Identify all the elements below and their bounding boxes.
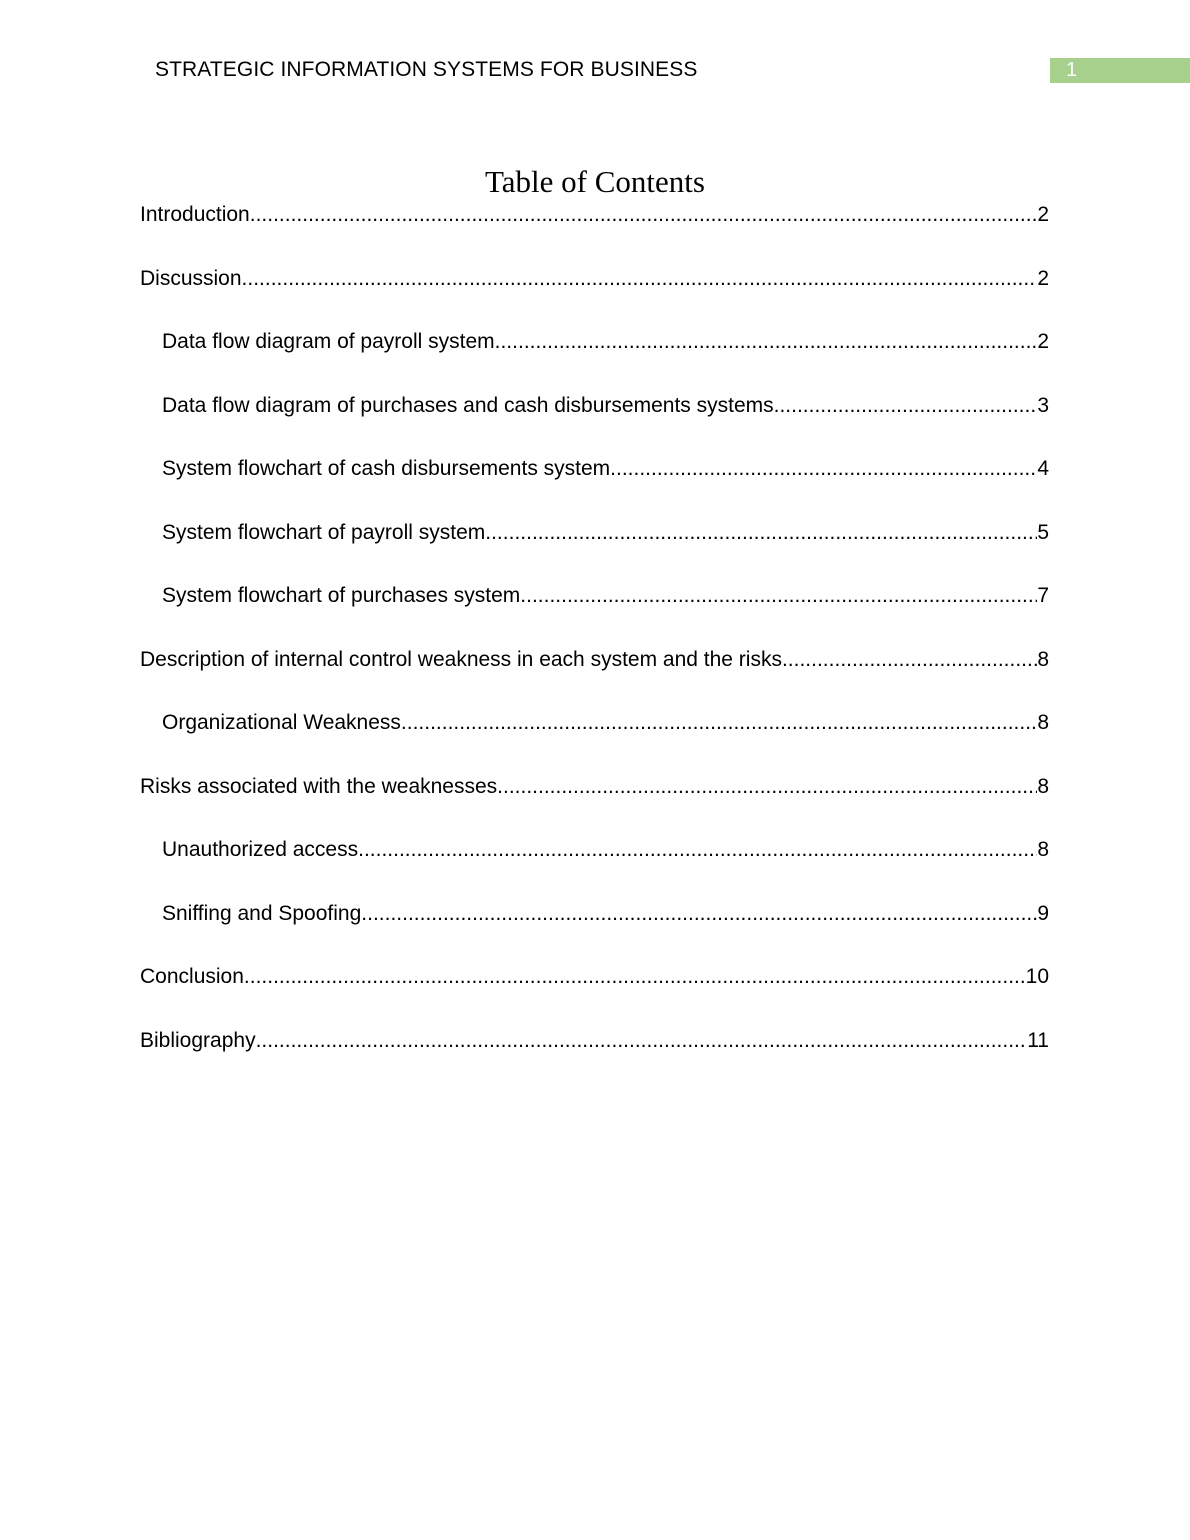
toc-entry-label: Data flow diagram of purchases and cash disbursements systems bbox=[162, 393, 774, 417]
toc-entry-page: 8 bbox=[1037, 711, 1049, 734]
toc-entry[interactable] bbox=[140, 707, 1049, 771]
toc-dot-leader bbox=[256, 1025, 1028, 1057]
toc-entry-label: System flowchart of purchases system bbox=[162, 584, 521, 607]
toc-dot-leader bbox=[242, 263, 1038, 295]
toc-dot-leader bbox=[782, 644, 1037, 676]
toc-entry-label: Sniffing and Spoofing bbox=[162, 901, 362, 925]
toc-dot-leader bbox=[401, 707, 1037, 739]
toc-dot-leader bbox=[244, 961, 1026, 993]
toc-entry-label: Description of internal control weakness in each system and the risks bbox=[140, 647, 782, 671]
toc-entry[interactable] bbox=[140, 644, 1049, 708]
toc-entry-label: Bibliography bbox=[140, 1028, 256, 1052]
page-number-badge bbox=[1050, 58, 1190, 83]
toc-dot-leader bbox=[495, 326, 1038, 358]
toc-entry[interactable] bbox=[140, 898, 1049, 962]
toc-entry-page: 8 bbox=[1037, 774, 1049, 798]
toc-entry-label: Conclusion bbox=[140, 965, 244, 988]
toc-entry[interactable] bbox=[140, 517, 1049, 581]
page-number: 1 bbox=[1066, 59, 1078, 81]
toc-dot-leader bbox=[520, 580, 1037, 612]
toc-entry-page: 8 bbox=[1037, 838, 1049, 861]
toc-entry[interactable] bbox=[140, 199, 1049, 263]
toc-entry-page: 11 bbox=[1027, 1028, 1049, 1052]
toc-entry[interactable] bbox=[140, 326, 1049, 390]
toc-entry-page: 2 bbox=[1037, 330, 1049, 353]
toc-entry-page: 2 bbox=[1037, 203, 1049, 226]
toc-entry[interactable] bbox=[140, 580, 1049, 644]
toc-entry-label: Risks associated with the weaknesses bbox=[140, 774, 498, 798]
toc-entry[interactable] bbox=[140, 453, 1049, 517]
toc-entry-page: 7 bbox=[1037, 584, 1049, 607]
toc-entry-label: Introduction bbox=[140, 203, 250, 226]
toc-dot-leader bbox=[774, 390, 1038, 422]
toc-entry-page: 3 bbox=[1037, 393, 1049, 417]
toc-entry-page: 5 bbox=[1037, 520, 1049, 544]
toc-entry-label: Unauthorized access bbox=[162, 838, 359, 861]
toc-list bbox=[140, 199, 1049, 1088]
toc-entry-page: 2 bbox=[1037, 266, 1049, 290]
toc-dot-leader bbox=[497, 771, 1037, 803]
toc-entry[interactable] bbox=[140, 390, 1049, 454]
toc-entry[interactable] bbox=[140, 1025, 1049, 1089]
toc-dot-leader bbox=[610, 453, 1037, 485]
toc-entry-label: System flowchart of payroll system bbox=[162, 520, 486, 544]
toc-entry-label: Organizational Weakness bbox=[162, 711, 401, 734]
toc-entry[interactable] bbox=[140, 263, 1049, 327]
toc-entry-page: 8 bbox=[1037, 647, 1049, 671]
toc-entry[interactable] bbox=[140, 771, 1049, 835]
toc-entry[interactable] bbox=[140, 834, 1049, 898]
toc-title: Table of Contents bbox=[485, 164, 705, 199]
toc-entry-label: Discussion bbox=[140, 266, 242, 290]
toc-dot-leader bbox=[358, 834, 1037, 866]
toc-entry-label: Data flow diagram of payroll system bbox=[162, 330, 495, 353]
toc-entry[interactable] bbox=[140, 961, 1049, 1025]
toc-entry-label: System flowchart of cash disbursements system bbox=[162, 457, 611, 480]
toc-dot-leader bbox=[485, 517, 1037, 549]
toc-entry-page: 4 bbox=[1037, 457, 1049, 480]
running-head: STRATEGIC INFORMATION SYSTEMS FOR BUSINESS bbox=[155, 58, 698, 81]
toc-dot-leader bbox=[361, 898, 1037, 930]
toc-entry-page: 9 bbox=[1037, 901, 1049, 925]
toc-dot-leader bbox=[250, 199, 1038, 231]
toc-entry-page: 10 bbox=[1025, 965, 1049, 988]
